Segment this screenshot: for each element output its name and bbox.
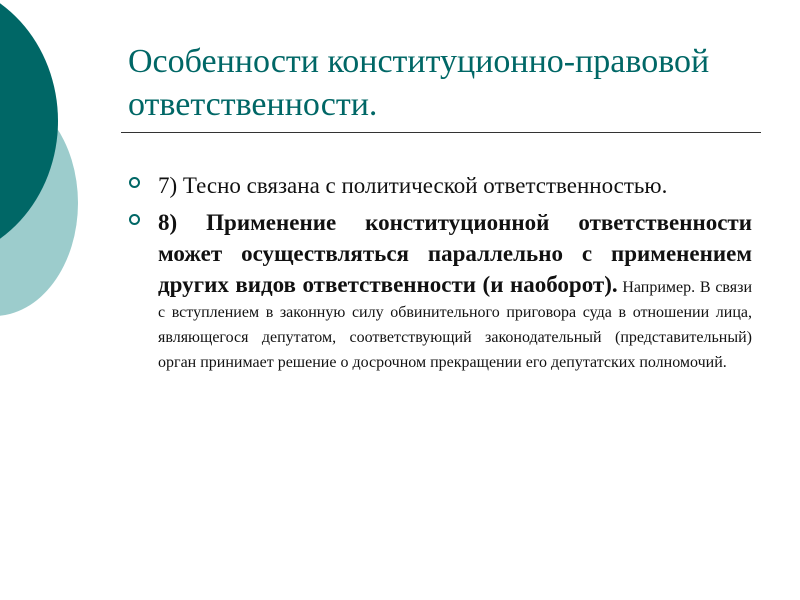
slide-title: Особенности конституционно-правовой ответственности.: [128, 43, 710, 123]
bullet-circle-icon: [129, 177, 140, 188]
bullet-note: Например. В связи с вступлением в законную силу обвинительного приговора суда в отношении лица, являющегося депутатом, соответствующий законодательный (представительный) орган принимает решение о досрочном прекращении его депутатских полномочий.: [158, 279, 753, 371]
bullet-text: 7) Тесно связана с политической ответственностью.: [158, 173, 668, 198]
bullet-item: [128, 207, 752, 375]
title-divider: [121, 132, 761, 133]
bullet-item: [128, 170, 752, 201]
bullet-text: 8) Применение конституционной ответственности может осуществляться параллельно с применением других видов ответственности (и наоборот).: [158, 210, 752, 297]
bullet-circle-icon: [129, 214, 140, 225]
slide-body: [128, 170, 752, 381]
